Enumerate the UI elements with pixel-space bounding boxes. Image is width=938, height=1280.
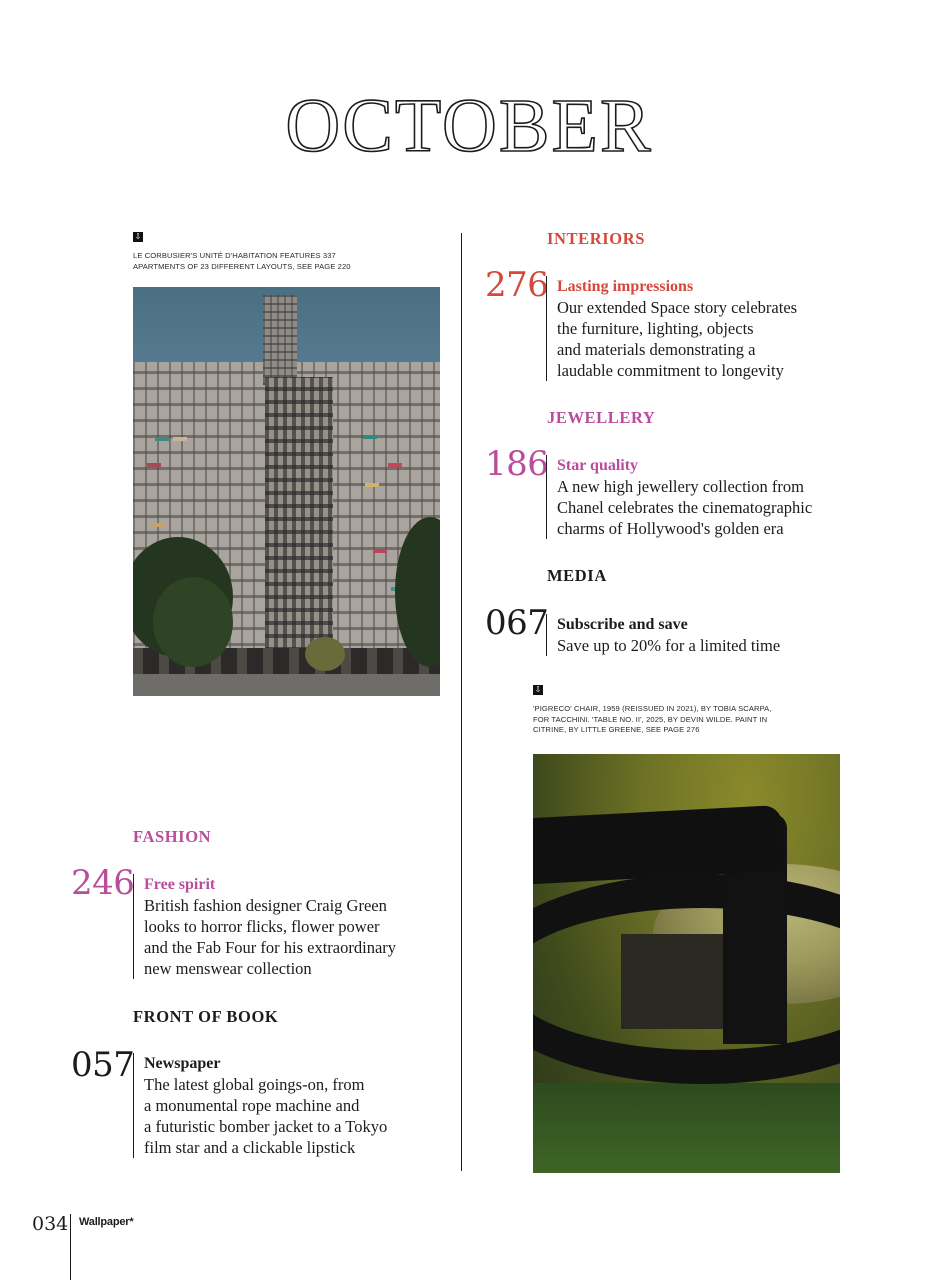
entry-line: Save up to 20% for a limited time	[557, 636, 781, 655]
column-divider	[461, 233, 462, 1171]
toc-entry-front-of-book[interactable]	[133, 1053, 444, 1158]
entry-title: Newspaper	[144, 1055, 221, 1072]
entry-line: British fashion designer Craig Green	[144, 896, 387, 915]
entry-title: Free spirit	[144, 876, 216, 893]
entry-line: Our extended Space story celebrates	[557, 298, 798, 317]
entry-line: A new high jewellery collection from	[557, 477, 804, 496]
arrow-down-icon: ⇩	[134, 232, 142, 241]
entry-line: The latest global goings-on, from	[144, 1075, 365, 1094]
page-number-jewellery: 186	[485, 444, 549, 484]
magazine-logo: Wallpaper*	[79, 1216, 134, 1228]
entry-line: new menswear collection	[144, 959, 312, 978]
section-heading-interiors: INTERIORS	[547, 229, 646, 248]
entry-title: Star quality	[557, 457, 639, 474]
image-caption-chair: 'PIGRECO' CHAIR, 1959 (REISSUED IN 2021), BY TOBIA SCARPA, FOR TACCHINI. 'TABLE NO. II', 2025, BY DEVIN WILDE. PAINT IN CITRINE, BY LITTLE GREENE, SEE PAGE 276	[533, 704, 772, 734]
entry-line: Chanel celebrates the cinematographic	[557, 498, 813, 517]
entry-line: the furniture, lighting, objects	[557, 319, 754, 338]
page-number-front-of-book: 057	[71, 1045, 135, 1085]
toc-entry-jewellery[interactable]	[546, 455, 857, 539]
image-caption-unite: LE CORBUSIER'S UNITÉ D'HABITATION FEATURES 337 APARTMENTS OF 23 DIFFERENT LAYOUTS, SEE PAGE 220	[133, 251, 351, 271]
entry-title: Lasting impressions	[557, 278, 694, 295]
section-heading-fashion: FASHION	[133, 827, 212, 846]
toc-entry-fashion[interactable]	[133, 874, 444, 979]
photo-unite-dhabitation	[133, 287, 440, 696]
toc-entry-interiors[interactable]	[546, 276, 857, 381]
entry-line: and the Fab Four for his extraordinary	[144, 938, 397, 957]
entry-line: a monumental rope machine and	[144, 1096, 360, 1115]
folio-page-number: 034	[32, 1213, 69, 1235]
arrow-down-icon: ⇩	[534, 685, 542, 694]
page-title: OCTOBER	[285, 84, 653, 168]
section-heading-jewellery: JEWELLERY	[547, 408, 656, 427]
page-number-fashion: 246	[71, 863, 135, 903]
entry-line: film star and a clickable lipstick	[144, 1138, 356, 1157]
entry-line: looks to horror flicks, flower power	[144, 917, 380, 936]
entry-line: and materials demonstrating a	[557, 340, 756, 359]
page-number-interiors: 276	[485, 265, 549, 305]
page-number-media: 067	[485, 603, 549, 643]
footer-divider	[70, 1214, 71, 1280]
entry-title: Subscribe and save	[557, 616, 688, 633]
toc-entry-media[interactable]	[546, 614, 857, 656]
section-heading-front-of-book: FRONT OF BOOK	[133, 1007, 279, 1026]
entry-line: laudable commitment to longevity	[557, 361, 784, 380]
entry-line: charms of Hollywood's golden era	[557, 519, 784, 538]
photo-pigreco-chair	[533, 754, 840, 1173]
entry-line: a futuristic bomber jacket to a Tokyo	[144, 1117, 388, 1136]
section-heading-media: MEDIA	[547, 566, 607, 585]
